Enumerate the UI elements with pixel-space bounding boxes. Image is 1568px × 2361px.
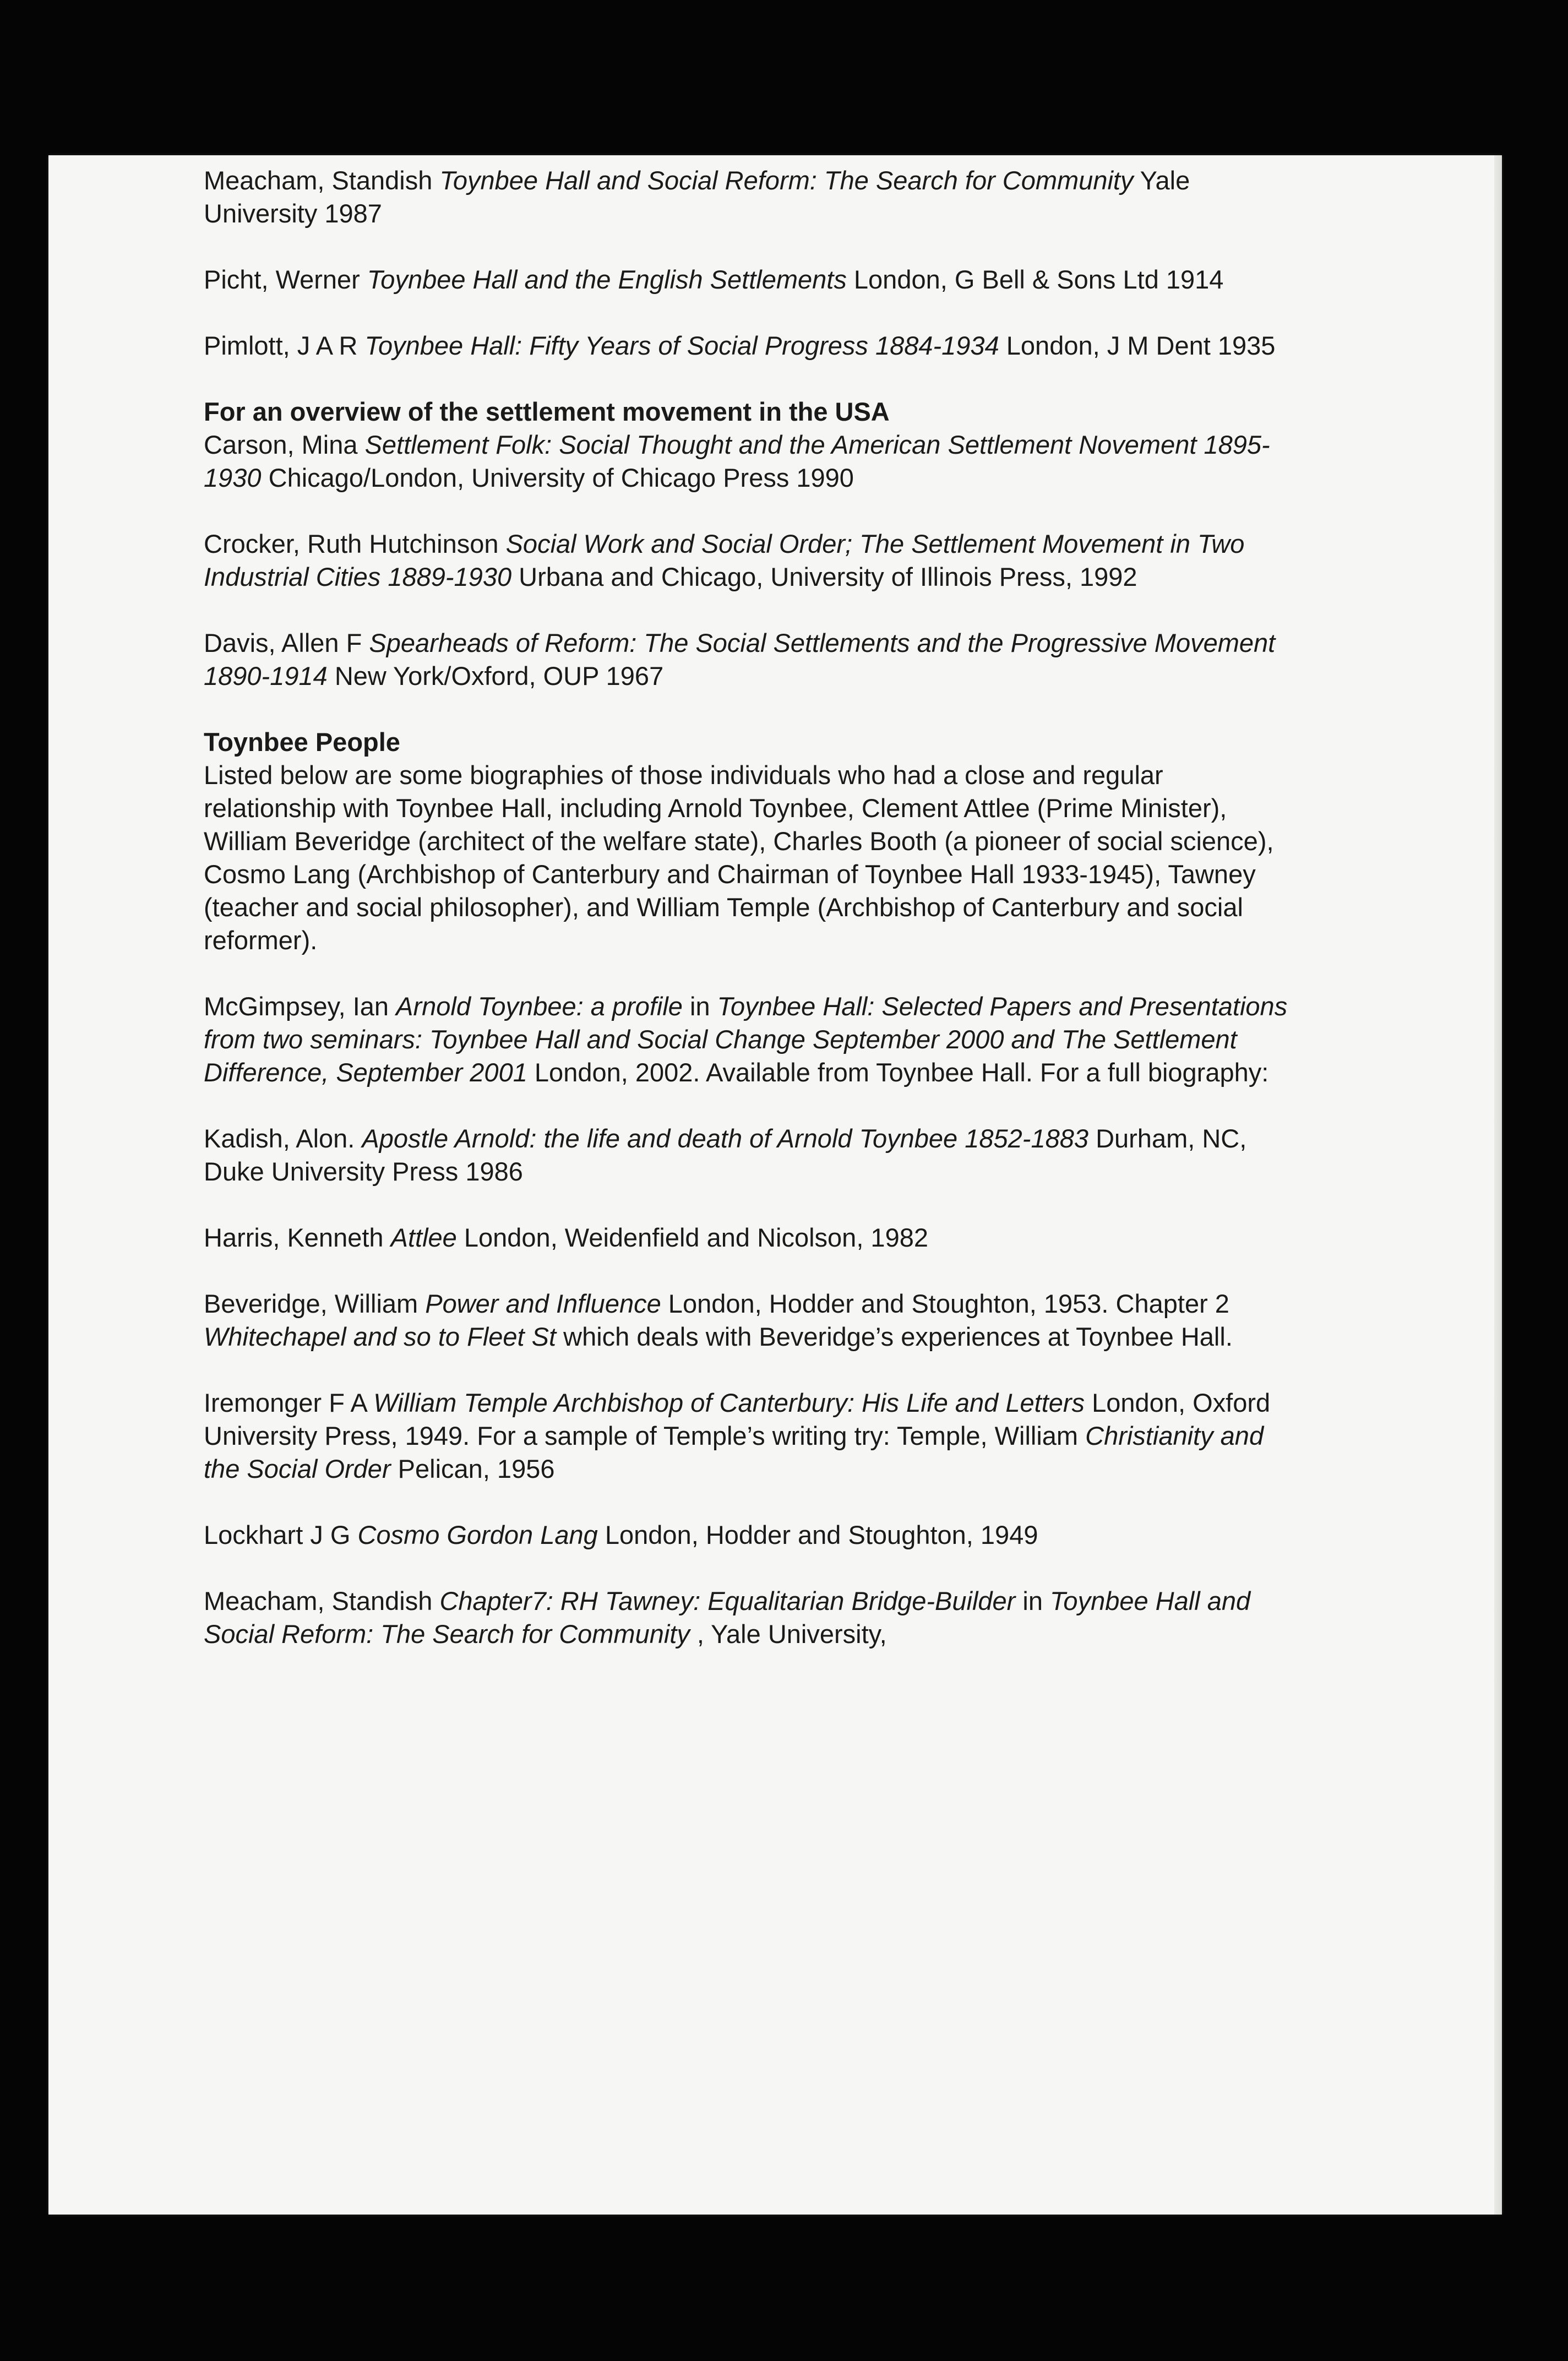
bibliography-entry: Harris, Kenneth Attlee London, Weidenfield and Nicolson, 1982 bbox=[204, 1223, 928, 1252]
bibliography-entry: Picht, Werner Toynbee Hall and the English Settlements London, G Bell & Sons Ltd 1914 bbox=[204, 265, 1224, 294]
book-title: Attlee bbox=[390, 1223, 457, 1252]
book-title: Toynbee Hall: Fifty Years of Social Progress 1884-1934 bbox=[364, 331, 999, 360]
book-title: Spearheads of Reform: The Social Settlements and the Progressive Movement 1890-1914 bbox=[204, 628, 1276, 690]
book-title: Apostle Arnold: the life and death of Arnold Toynbee 1852-1883 bbox=[362, 1124, 1089, 1153]
bibliography-entry: Davis, Allen F Spearheads of Reform: The Social Settlements and the Progressive Movement 1890-1914 New York/Oxford, OUP 1967 bbox=[204, 628, 1276, 690]
bibliography-entry: Lockhart J G Cosmo Gordon Lang London, Hodder and Stoughton, 1949 bbox=[204, 1520, 1038, 1549]
book-title: Chapter7: RH Tawney: Equalitarian Bridge-Builder bbox=[439, 1586, 1016, 1615]
bibliography-entry: Meacham, Standish Toynbee Hall and Social Reform: The Search for Community Yale University 1987 bbox=[204, 166, 1190, 228]
bibliography-entry: McGimpsey, Ian Arnold Toynbee: a profile in Toynbee Hall: Selected Papers and Presentations from two seminars: Toynbee Hall and Social Change September 2000 and The Settlement Difference, September 2001 London, 2002. Available from Toynbee Hall. For a full biography: bbox=[204, 992, 1288, 1087]
book-title: William Temple Archbishop of Canterbury: His Life and Letters bbox=[373, 1388, 1085, 1417]
book-title: Toynbee Hall and the English Settlements bbox=[367, 265, 847, 294]
section-heading-people: Toynbee People bbox=[204, 727, 400, 757]
book-title: Whitechapel and so to Fleet St bbox=[204, 1322, 557, 1351]
bibliography-entry: Crocker, Ruth Hutchinson Social Work and Social Order; The Settlement Movement in Two Industrial Cities 1889-1930 Urbana and Chicago, University of Illinois Press, 1992 bbox=[204, 529, 1245, 591]
book-title: Christianity and the Social Order bbox=[204, 1421, 1264, 1483]
book-title: Cosmo Gordon Lang bbox=[357, 1520, 598, 1549]
book-title: Toynbee Hall and Social Reform: The Search for Community bbox=[204, 1586, 1251, 1649]
paper-edge bbox=[1494, 155, 1502, 2215]
bibliography-entry: Kadish, Alon. Apostle Arnold: the life and death of Arnold Toynbee 1852-1883 Durham, NC, Duke University Press 1986 bbox=[204, 1124, 1247, 1186]
book-title: Power and Influence bbox=[425, 1289, 661, 1318]
bibliography-entry: Beveridge, William Power and Influence London, Hodder and Stoughton, 1953. Chapter 2 Whitechapel and so to Fleet St which deals with Beveridge’s experiences at Toynbee Hall. bbox=[204, 1289, 1233, 1351]
people-intro-paragraph: Listed below are some biographies of those individuals who had a close and regular relationship with Toynbee Hall, including Arnold Toynbee, Clement Attlee (Prime Minister), William Beveridge (architect of the welfare state), Charles Booth (a pioneer of social science), Cosmo Lang (Archbishop of Canterbury and Chairman of Toynbee Hall 1933-1945), Tawney (teacher and social philosopher), and William Temple (Archbishop of Canterbury and social reformer). bbox=[204, 760, 1274, 955]
document-content bbox=[204, 164, 1294, 1651]
section-heading-usa: For an overview of the settlement movement in the USA bbox=[204, 397, 890, 426]
bibliography-entry: Iremonger F A William Temple Archbishop of Canterbury: His Life and Letters London, Oxford University Press, 1949. For a sample of Temple’s writing try: Temple, William Christianity and the Social Order Pelican, 1956 bbox=[204, 1388, 1271, 1483]
bibliography-entry: Carson, Mina Settlement Folk: Social Thought and the American Settlement Novement 1895-1930 Chicago/London, University of Chicago Press 1990 bbox=[204, 430, 1270, 492]
book-title: Toynbee Hall and Social Reform: The Search for Community bbox=[439, 166, 1134, 195]
book-title: Arnold Toynbee: a profile bbox=[396, 992, 683, 1021]
book-title: Social Work and Social Order; The Settlement Movement in Two Industrial Cities 1889-1930 bbox=[204, 529, 1245, 591]
bibliography-entry: Pimlott, J A R Toynbee Hall: Fifty Years of Social Progress 1884-1934 London, J M Dent 1935 bbox=[204, 331, 1276, 360]
book-title: Toynbee Hall: Selected Papers and Presentations from two seminars: Toynbee Hall and Social Change September 2000 and The Settlement Difference, September 2001 bbox=[204, 992, 1288, 1087]
bibliography-entry: Meacham, Standish Chapter7: RH Tawney: Equalitarian Bridge-Builder in Toynbee Hall and Social Reform: The Search for Community , Yale University, bbox=[204, 1586, 1251, 1649]
book-title: Settlement Folk: Social Thought and the American Settlement Novement 1895-1930 bbox=[204, 430, 1270, 492]
